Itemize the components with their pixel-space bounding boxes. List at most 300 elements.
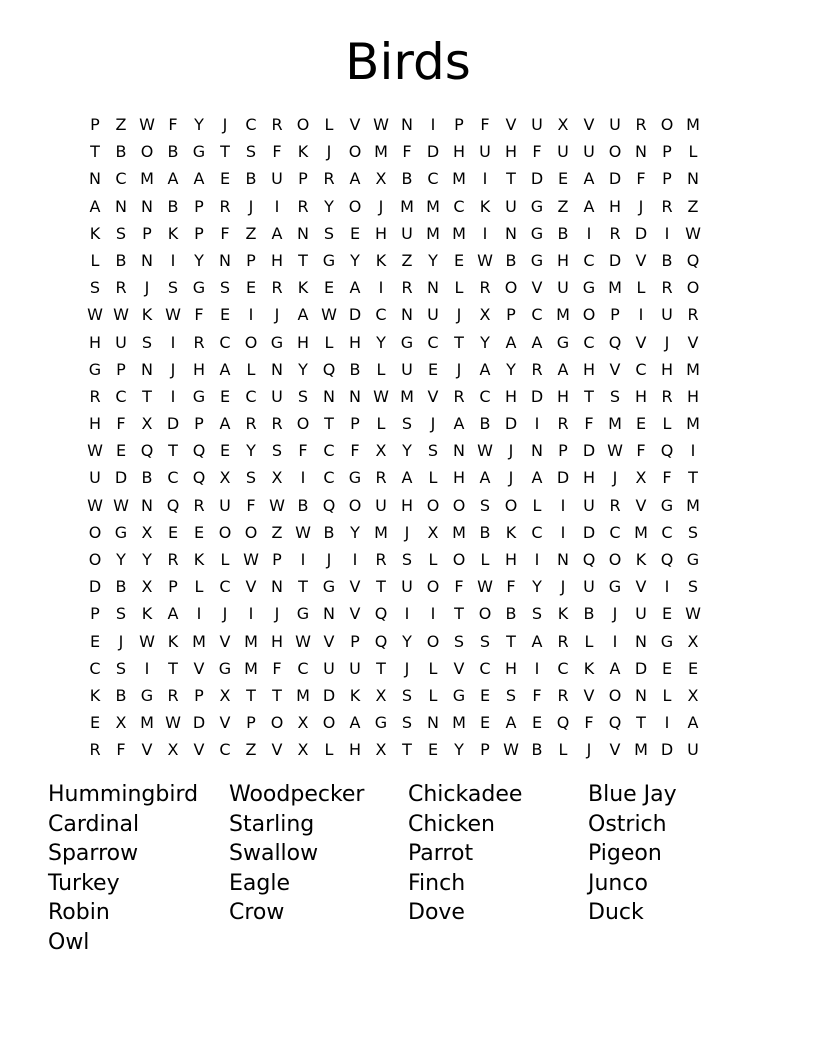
grid-letter: R <box>167 685 179 705</box>
grid-letter: E <box>167 522 179 542</box>
grid-letter: T <box>168 441 178 461</box>
word-list-item: Duck <box>588 900 644 925</box>
grid-letter: C <box>245 386 257 406</box>
grid-letter: T <box>220 142 230 162</box>
grid-letter: P <box>350 631 360 651</box>
word-list-item: Finch <box>408 870 466 896</box>
grid-letter: W <box>477 250 493 270</box>
grid-letter: O <box>348 495 362 515</box>
grid-letter: N <box>141 250 153 270</box>
grid-letter: S <box>115 604 127 624</box>
grid-letter: P <box>454 115 464 134</box>
grid-letter: B <box>115 577 127 597</box>
grid-letter: G <box>348 468 362 488</box>
grid-letter: D <box>634 223 648 243</box>
grid-letter: N <box>635 142 647 162</box>
grid-letter: W <box>113 495 129 515</box>
grid-letter: N <box>219 250 231 270</box>
grid-letter: R <box>375 550 387 569</box>
grid-letter: K <box>167 223 179 243</box>
grid-letter: I <box>586 223 592 243</box>
grid-letter: J <box>326 550 332 569</box>
grid-letter: G <box>400 332 414 352</box>
grid-letter: D <box>348 305 362 325</box>
grid-letter: K <box>349 685 361 705</box>
grid-letter: I <box>430 604 436 624</box>
grid-letter: D <box>608 169 622 189</box>
grid-letter: G <box>660 631 674 651</box>
grid-letter: E <box>427 740 439 760</box>
grid-letter: M <box>140 169 154 189</box>
grid-letter: P <box>194 196 204 216</box>
grid-letter: P <box>194 685 204 705</box>
grid-letter: Y <box>376 332 386 352</box>
grid-row <box>82 709 706 736</box>
grid-letter: H <box>556 386 570 406</box>
grid-letter: Q <box>686 250 700 270</box>
grid-letter: U <box>609 115 621 134</box>
grid-letter: A <box>505 332 517 352</box>
grid-letter: M <box>556 305 570 325</box>
grid-letter: G <box>530 223 544 243</box>
grid-letter: E <box>89 631 101 651</box>
grid-letter: K <box>505 522 517 542</box>
grid-letter: D <box>192 713 206 733</box>
grid-letter: N <box>401 305 413 325</box>
grid-letter: C <box>219 577 231 597</box>
grid-letter: L <box>90 250 100 270</box>
grid-letter: C <box>323 441 335 461</box>
grid-letter: T <box>142 386 152 406</box>
grid-letter: Y <box>350 522 360 542</box>
grid-letter: B <box>557 223 569 243</box>
grid-letter: S <box>479 631 491 651</box>
grid-letter: C <box>375 305 387 325</box>
word-list-item: Turkey <box>48 870 120 896</box>
grid-letter: L <box>636 278 646 298</box>
grid-letter: I <box>300 550 306 569</box>
grid-row <box>82 274 706 301</box>
grid-letter: Q <box>192 468 206 488</box>
grid-letter: H <box>88 332 102 352</box>
grid-letter: S <box>115 223 127 243</box>
grid-letter: E <box>635 414 647 434</box>
grid-letter: X <box>375 441 387 461</box>
grid-letter: J <box>274 305 280 325</box>
grid-letter: I <box>248 604 254 624</box>
grid-letter: N <box>115 196 127 216</box>
grid-letter: I <box>534 414 540 434</box>
grid-letter: R <box>193 332 205 352</box>
grid-letter: S <box>479 495 491 515</box>
grid-letter: E <box>661 604 673 624</box>
grid-letter: L <box>662 685 672 705</box>
grid-row <box>82 356 706 383</box>
grid-letter: P <box>558 441 568 461</box>
grid-letter: X <box>219 468 231 488</box>
grid-letter: V <box>349 115 361 134</box>
grid-letter: R <box>661 196 673 216</box>
grid-letter: E <box>323 278 335 298</box>
grid-letter: I <box>144 658 150 678</box>
grid-letter: H <box>504 658 518 678</box>
grid-letter: Y <box>194 250 204 270</box>
grid-letter: T <box>246 685 256 705</box>
grid-letter: X <box>141 522 153 542</box>
grid-letter: H <box>634 386 648 406</box>
grid-letter: C <box>583 332 595 352</box>
grid-letter: K <box>89 685 101 705</box>
grid-letter: C <box>635 359 647 379</box>
grid-letter: W <box>87 495 103 515</box>
grid-letter: H <box>348 332 362 352</box>
grid-letter: M <box>608 414 622 434</box>
grid-letter: C <box>609 522 621 542</box>
grid-letter: I <box>664 713 670 733</box>
grid-letter: H <box>660 359 674 379</box>
grid-letter: N <box>349 386 361 406</box>
grid-letter: U <box>661 305 673 325</box>
grid-letter: P <box>90 604 100 624</box>
grid-letter: C <box>167 468 179 488</box>
grid-letter: D <box>556 468 570 488</box>
grid-row <box>82 655 706 682</box>
grid-letter: D <box>88 577 102 597</box>
grid-letter: D <box>634 658 648 678</box>
grid-letter: E <box>115 441 127 461</box>
grid-letter: B <box>115 142 127 162</box>
grid-letter: S <box>297 386 309 406</box>
grid-row <box>82 492 706 519</box>
word-list-item: Robin <box>48 900 110 925</box>
word-list-item: Starling <box>229 811 315 837</box>
grid-letter: H <box>348 740 362 760</box>
grid-letter: D <box>114 468 128 488</box>
grid-letter: P <box>272 550 282 569</box>
grid-letter: H <box>88 414 102 434</box>
grid-letter: R <box>89 386 101 406</box>
grid-letter: I <box>664 577 670 597</box>
grid-letter: S <box>89 278 101 298</box>
grid-letter: I <box>638 305 644 325</box>
grid-letter: R <box>89 740 101 760</box>
grid-letter: L <box>376 414 386 434</box>
grid-letter: G <box>322 577 336 597</box>
grid-letter: P <box>194 223 204 243</box>
grid-letter: U <box>583 495 595 515</box>
grid-letter: R <box>609 223 621 243</box>
grid-letter: N <box>141 359 153 379</box>
grid-letter: L <box>532 495 542 515</box>
word-list-item: Ostrich <box>588 811 667 837</box>
grid-letter: Y <box>480 332 490 352</box>
grid-letter: E <box>219 441 231 461</box>
grid-letter: W <box>113 305 129 325</box>
grid-letter: X <box>687 631 699 651</box>
grid-letter: D <box>530 169 544 189</box>
grid-letter: Y <box>298 359 308 379</box>
grid-letter: G <box>218 658 232 678</box>
grid-letter: N <box>687 169 699 189</box>
grid-letter: D <box>530 386 544 406</box>
grid-letter: U <box>401 359 413 379</box>
word-search-grid <box>82 111 706 764</box>
grid-letter: M <box>244 631 258 651</box>
grid-letter: H <box>192 359 206 379</box>
grid-letter: P <box>662 169 672 189</box>
grid-letter: P <box>246 713 256 733</box>
grid-letter: A <box>401 468 413 488</box>
grid-letter: R <box>453 386 465 406</box>
grid-row <box>82 519 706 546</box>
grid-letter: X <box>375 740 387 760</box>
grid-letter: R <box>687 305 699 325</box>
grid-letter: G <box>608 577 622 597</box>
grid-letter: C <box>661 522 673 542</box>
grid-letter: D <box>608 250 622 270</box>
grid-letter: V <box>635 577 647 597</box>
grid-letter: V <box>635 332 647 352</box>
grid-letter: E <box>427 359 439 379</box>
grid-letter: H <box>582 468 596 488</box>
grid-letter: R <box>557 685 569 705</box>
grid-letter: N <box>141 196 153 216</box>
grid-letter: P <box>350 414 360 434</box>
grid-letter: P <box>246 250 256 270</box>
grid-letter: Q <box>608 713 622 733</box>
grid-letter: O <box>244 522 258 542</box>
grid-letter: B <box>505 604 517 624</box>
grid-letter: L <box>220 550 230 569</box>
grid-letter: X <box>427 522 439 542</box>
grid-letter: L <box>324 740 334 760</box>
grid-letter: U <box>505 196 517 216</box>
grid-letter: Y <box>350 250 360 270</box>
grid-letter: U <box>375 495 387 515</box>
grid-letter: E <box>245 278 257 298</box>
grid-letter: M <box>634 740 648 760</box>
grid-letter: G <box>452 685 466 705</box>
grid-letter: X <box>557 115 569 134</box>
grid-letter: T <box>584 386 594 406</box>
grid-letter: W <box>685 604 701 624</box>
grid-letter: G <box>296 604 310 624</box>
grid-letter: E <box>219 386 231 406</box>
grid-letter: N <box>635 631 647 651</box>
grid-letter: N <box>271 359 283 379</box>
grid-letter: S <box>427 441 439 461</box>
grid-letter: N <box>323 604 335 624</box>
grid-letter: Z <box>271 522 283 542</box>
grid-letter: W <box>373 386 389 406</box>
grid-letter: C <box>219 332 231 352</box>
grid-letter: J <box>638 196 644 216</box>
grid-letter: R <box>609 495 621 515</box>
grid-letter: T <box>506 631 516 651</box>
grid-letter: Z <box>245 223 257 243</box>
grid-letter: A <box>531 332 543 352</box>
grid-letter: V <box>453 658 465 678</box>
grid-letter: D <box>426 142 440 162</box>
word-list-item: Owl <box>48 929 90 955</box>
grid-letter: C <box>245 115 257 134</box>
grid-letter: F <box>480 115 490 134</box>
grid-letter: E <box>479 713 491 733</box>
grid-letter: X <box>219 685 231 705</box>
grid-letter: L <box>584 631 594 651</box>
grid-letter: S <box>401 550 413 569</box>
grid-letter: T <box>376 658 386 678</box>
grid-letter: J <box>612 468 618 488</box>
grid-letter: S <box>401 414 413 434</box>
word-list-item: Crow <box>229 900 285 925</box>
grid-letter: I <box>664 223 670 243</box>
grid-letter: B <box>167 142 179 162</box>
grid-letter: V <box>219 631 231 651</box>
grid-letter: S <box>167 278 179 298</box>
grid-letter: G <box>192 142 206 162</box>
grid-letter: N <box>297 223 309 243</box>
grid-letter: C <box>297 658 309 678</box>
grid-letter: L <box>194 577 204 597</box>
grid-letter: S <box>687 522 699 542</box>
grid-letter: A <box>505 713 517 733</box>
grid-letter: U <box>479 142 491 162</box>
grid-letter: O <box>88 522 102 542</box>
grid-letter: G <box>192 278 206 298</box>
grid-letter: O <box>452 550 466 569</box>
grid-letter: U <box>531 115 543 134</box>
grid-letter: I <box>248 305 254 325</box>
grid-letter: Y <box>116 550 126 569</box>
grid-letter: U <box>89 468 101 488</box>
grid-letter: T <box>506 169 516 189</box>
word-list-item: Eagle <box>229 870 290 896</box>
grid-letter: M <box>686 414 700 434</box>
grid-letter: B <box>141 468 153 488</box>
grid-letter: N <box>635 685 647 705</box>
grid-letter: S <box>245 142 257 162</box>
grid-letter: Q <box>374 631 388 651</box>
grid-letter: M <box>374 522 388 542</box>
grid-letter: S <box>453 631 465 651</box>
grid-letter: R <box>531 359 543 379</box>
grid-letter: X <box>297 713 309 733</box>
grid-letter: D <box>504 414 518 434</box>
grid-letter: P <box>194 414 204 434</box>
grid-letter: M <box>686 359 700 379</box>
word-list-item: Blue Jay <box>588 782 677 807</box>
grid-letter: I <box>612 631 618 651</box>
grid-letter: M <box>140 713 154 733</box>
grid-letter: J <box>586 740 592 760</box>
grid-letter: G <box>530 196 544 216</box>
grid-letter: F <box>584 414 594 434</box>
grid-letter: J <box>430 414 436 434</box>
grid-letter: H <box>504 142 518 162</box>
grid-letter: W <box>295 631 311 651</box>
grid-letter: V <box>219 713 231 733</box>
grid-letter: W <box>87 441 103 461</box>
grid-letter: X <box>375 169 387 189</box>
grid-letter: B <box>245 169 257 189</box>
grid-letter: Q <box>322 495 336 515</box>
grid-letter: A <box>609 658 621 678</box>
grid-letter: M <box>452 223 466 243</box>
grid-letter: W <box>321 305 337 325</box>
grid-letter: T <box>298 577 308 597</box>
grid-letter: U <box>557 142 569 162</box>
grid-letter: R <box>271 414 283 434</box>
grid-letter: Z <box>245 740 257 760</box>
grid-letter: F <box>298 441 308 461</box>
grid-row <box>82 437 706 464</box>
grid-letter: R <box>635 115 647 134</box>
grid-letter: F <box>350 441 360 461</box>
grid-letter: O <box>218 522 232 542</box>
grid-letter: W <box>503 740 519 760</box>
grid-letter: K <box>583 658 595 678</box>
grid-letter: S <box>245 468 257 488</box>
grid-letter: P <box>610 305 620 325</box>
grid-letter: X <box>271 468 283 488</box>
grid-letter: A <box>167 604 179 624</box>
grid-letter: O <box>140 142 154 162</box>
grid-letter: F <box>584 713 594 733</box>
grid-letter: O <box>660 115 674 134</box>
grid-letter: H <box>504 550 518 569</box>
grid-letter: R <box>167 550 179 569</box>
grid-letter: G <box>192 386 206 406</box>
grid-letter: J <box>404 522 410 542</box>
grid-row <box>82 329 706 356</box>
grid-letter: S <box>505 685 517 705</box>
grid-letter: N <box>453 441 465 461</box>
grid-letter: M <box>296 685 310 705</box>
grid-letter: V <box>635 250 647 270</box>
grid-letter: J <box>508 441 514 461</box>
grid-letter: S <box>271 441 283 461</box>
grid-letter: L <box>324 332 334 352</box>
grid-letter: M <box>608 278 622 298</box>
grid-letter: A <box>297 305 309 325</box>
grid-letter: T <box>636 713 646 733</box>
grid-letter: I <box>378 278 384 298</box>
grid-letter: B <box>349 359 361 379</box>
grid-row <box>82 165 706 192</box>
grid-letter: R <box>557 414 569 434</box>
grid-letter: O <box>608 550 622 569</box>
grid-letter: B <box>297 495 309 515</box>
grid-letter: A <box>89 196 101 216</box>
grid-letter: A <box>583 196 595 216</box>
grid-letter: F <box>506 577 516 597</box>
grid-letter: D <box>582 522 596 542</box>
grid-letter: L <box>688 142 698 162</box>
grid-letter: R <box>479 278 491 298</box>
grid-letter: O <box>426 495 440 515</box>
grid-letter: K <box>141 305 153 325</box>
grid-letter: K <box>193 550 205 569</box>
grid-letter: Z <box>401 250 413 270</box>
grid-letter: W <box>269 495 285 515</box>
grid-letter: R <box>193 495 205 515</box>
grid-letter: L <box>428 658 438 678</box>
grid-letter: P <box>662 142 672 162</box>
word-list-item: Pigeon <box>588 841 662 866</box>
grid-letter: J <box>222 604 228 624</box>
grid-letter: W <box>87 305 103 325</box>
